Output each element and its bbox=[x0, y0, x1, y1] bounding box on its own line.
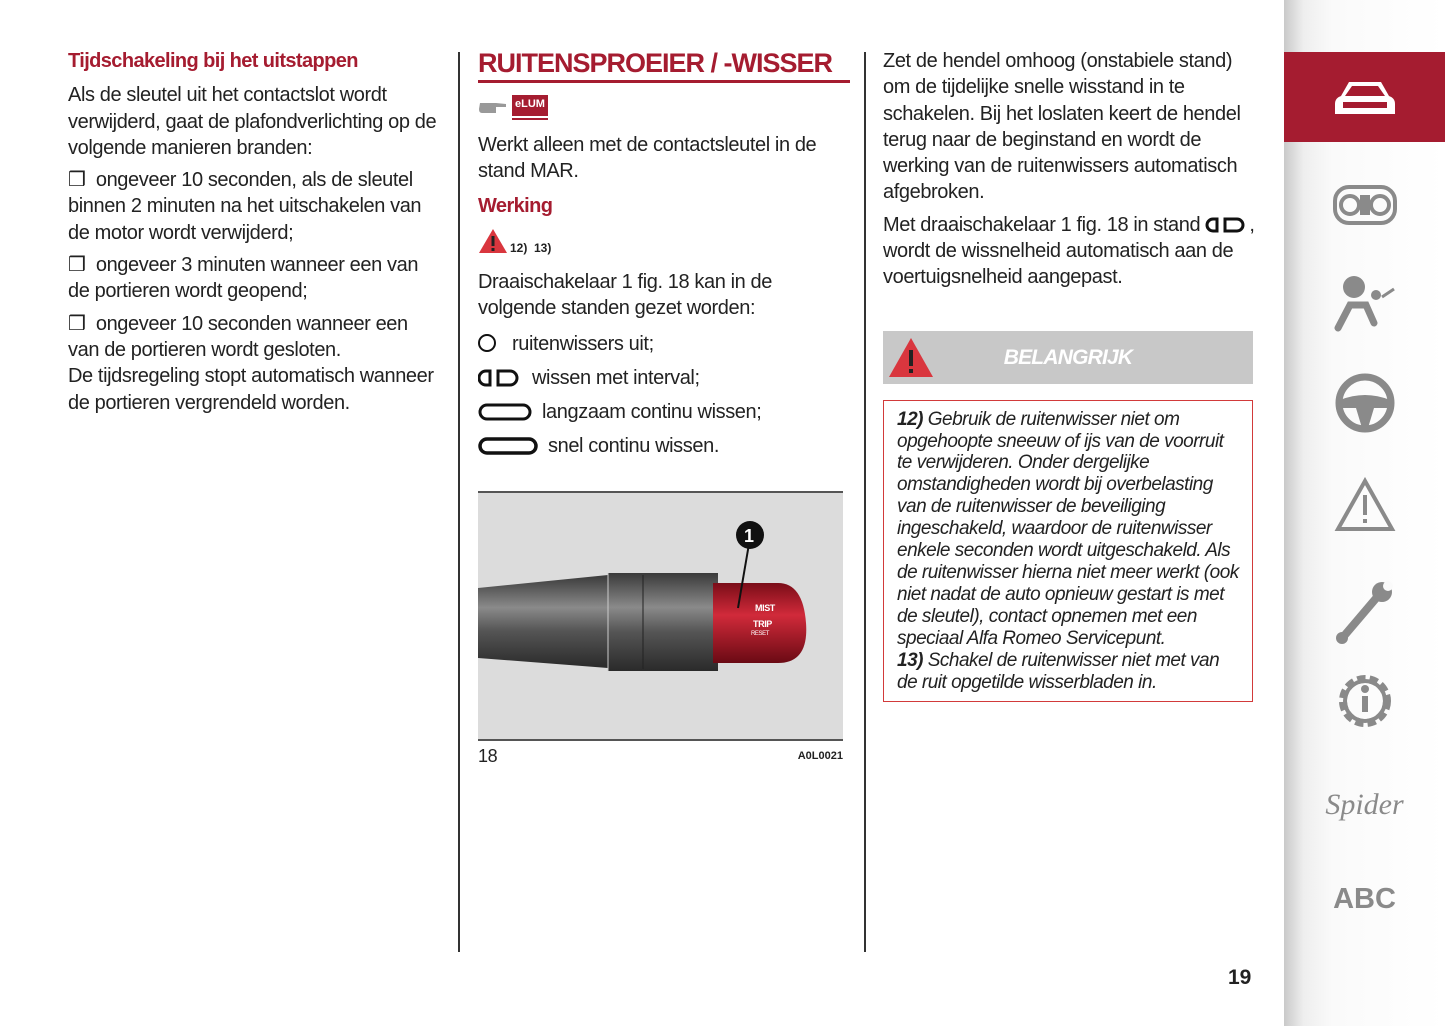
sidebar-item-safety[interactable] bbox=[1284, 258, 1445, 348]
instrument-panel-icon bbox=[1332, 183, 1398, 227]
page-number: 19 bbox=[1228, 966, 1252, 989]
fast-wipe-icon bbox=[478, 437, 538, 455]
wiper-stalk-illustration bbox=[478, 493, 843, 739]
elum-badge: eLUM bbox=[512, 95, 548, 118]
svg-text:TRIP: TRIP bbox=[753, 619, 772, 630]
section-heading: Tijdschakeling bij het uitstappen bbox=[68, 50, 358, 72]
sidebar-item-emergency[interactable] bbox=[1284, 460, 1445, 550]
column-3 bbox=[883, 48, 1258, 702]
paragraph: Als de sleutel uit het contactslot wordt verwijderd, gaat de plafondverlichting op de volgende manieren branden: bbox=[68, 84, 437, 159]
paragraph: Draaischakelaar 1 fig. 18 kan in de volgende standen gezet worden: bbox=[478, 270, 772, 320]
figure-code: A0L0021 bbox=[797, 750, 843, 763]
list-item: ❒ ongeveer 10 seconden wanneer een van de portieren wordt gesloten. bbox=[68, 312, 408, 361]
warning-icon bbox=[1334, 477, 1396, 533]
car-icon bbox=[1333, 74, 1397, 120]
elum-reference[interactable] bbox=[478, 95, 850, 118]
important-notes bbox=[883, 400, 1253, 703]
svg-text:RESET: RESET bbox=[751, 631, 770, 638]
sidebar-item-maintenance[interactable] bbox=[1284, 568, 1445, 658]
svg-text:MIST: MIST bbox=[755, 603, 775, 614]
steering-wheel-icon bbox=[1334, 372, 1396, 434]
option-interval: wissen met interval; bbox=[478, 361, 850, 395]
interval-wipe-icon bbox=[478, 369, 522, 387]
page-title: RUITENSPROEIER / -WISSER bbox=[478, 48, 850, 83]
interval-wipe-icon bbox=[1205, 217, 1249, 233]
wrench-icon bbox=[1334, 578, 1396, 648]
info-gear-icon bbox=[1333, 669, 1397, 733]
warning-triangle-icon bbox=[478, 227, 508, 255]
sidebar-navigation bbox=[1284, 0, 1445, 1026]
spider-logo: Spider bbox=[1325, 788, 1404, 821]
sidebar-item-multimedia[interactable] bbox=[1284, 760, 1445, 850]
airbag-icon bbox=[1334, 273, 1396, 333]
index-label: ABC bbox=[1333, 882, 1396, 915]
column-2 bbox=[478, 48, 850, 770]
paragraph: Met draaischakelaar 1 fig. 18 in stand , wordt de wissnelheid automatisch aan de voertuigsnelheid aangepast. bbox=[883, 213, 1255, 289]
note-item: 13) Schakel de ruitenwisser niet met van de ruit opgetilde wisserbladen in. bbox=[897, 649, 1220, 693]
checkbox-bullet-icon: ❒ bbox=[68, 254, 86, 277]
checkbox-bullet-icon: ❒ bbox=[68, 312, 86, 335]
pointing-hand-icon bbox=[478, 98, 508, 116]
important-banner: BELANGRIJK bbox=[883, 331, 1253, 384]
list-item: ❒ ongeveer 3 minuten wanneer een van de portieren wordt geopend; bbox=[68, 254, 419, 303]
warning-references: 12) 13) bbox=[478, 225, 850, 255]
note-item: 12) Gebruik de ruitenwisser niet om opgehoopte sneeuw of ijs van de voorruit te verwijderen. Onder dergelijke omstandigheden wordt bij overbelasting van de ruitenwisser de beveiliging ingeschakeld, waardoor de ruitenwisser enkele seconden wordt uitgeschakeld. Als de ruitenwisser hierna niet meer werkt (ook niet nadat de auto opnieuw gestart is met de sleutel), contact opnemen met een speciaal Alfa Romeo Servicepunt. bbox=[897, 408, 1239, 649]
subheading: Werking bbox=[478, 194, 553, 217]
paragraph: Zet de hendel omhoog (onstabiele stand) om de tijdelijke snelle wisstand in te schakelen. Bij het loslaten keert de hendel terug naar de beginstand en wordt de werking van de ruitenwissers automatisch afgebroken. bbox=[883, 50, 1241, 204]
option-off: ruitenwissers uit; bbox=[478, 327, 850, 361]
column-divider bbox=[864, 52, 866, 952]
svg-text:1: 1 bbox=[744, 526, 754, 547]
list-item: ❒ ongeveer 10 seconden, als de sleutel binnen 2 minuten na het uitschakelen van de motor wordt verwijderd; bbox=[68, 169, 422, 244]
sidebar-item-instruments[interactable] bbox=[1284, 160, 1445, 250]
sidebar-item-index[interactable] bbox=[1284, 854, 1445, 944]
figure-number: 18 bbox=[478, 746, 498, 767]
checkbox-bullet-icon: ❒ bbox=[68, 169, 86, 192]
column-divider bbox=[458, 52, 460, 952]
paragraph: De tijdsregeling stopt automatisch wanneer de portieren vergrendeld worden. bbox=[68, 365, 434, 414]
sidebar-item-driving[interactable] bbox=[1284, 358, 1445, 448]
circle-off-icon bbox=[478, 334, 498, 354]
slow-wipe-icon bbox=[478, 403, 532, 421]
sidebar-item-technical-data[interactable] bbox=[1284, 656, 1445, 746]
figure-wiper-stalk bbox=[478, 491, 843, 741]
option-slow: langzaam continu wissen; bbox=[478, 395, 850, 429]
sidebar-item-car[interactable] bbox=[1284, 52, 1445, 142]
option-fast: snel continu wissen. bbox=[478, 429, 850, 463]
paragraph: Werkt alleen met de contactsleutel in de stand MAR. bbox=[478, 134, 817, 183]
column-1 bbox=[68, 48, 440, 422]
